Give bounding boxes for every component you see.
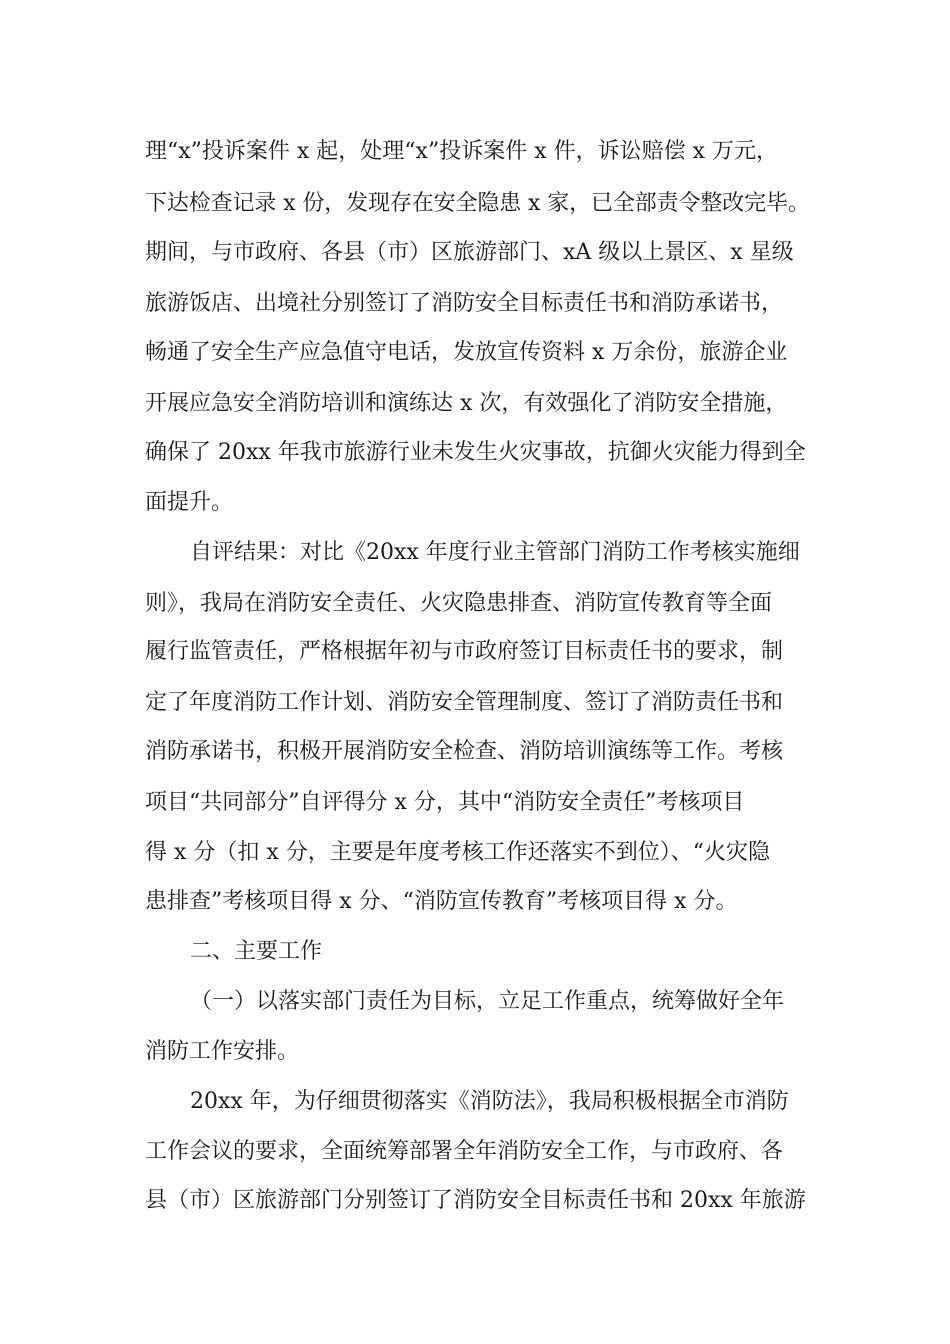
text-line: 确保了 20xx 年我市旅游行业未发生火灾事故，抗御火灾能力得到全 bbox=[145, 440, 806, 465]
text-line: 项目“共同部分”自评得分 x 分，其中“消防安全责任”考核项目 bbox=[145, 790, 745, 815]
text-line: 得 x 分（扣 x 分，主要是年度考核工作还落实不到位）、“火灾隐 bbox=[145, 840, 771, 865]
text-line: 则》，我局在消防安全责任、火灾隐患排查、消防宣传教育等全面 bbox=[145, 591, 773, 616]
text-line: 定了年度消防工作计划、消防安全管理制度、签订了消防责任书和 bbox=[145, 690, 784, 715]
paragraph-start-line: 20xx 年，为仔细贯彻落实《消防法》，我局积极根据全市消防 bbox=[190, 1089, 789, 1114]
text-line: 履行监管责任，严格根据年初与市政府签订目标责任书的要求，制 bbox=[145, 639, 784, 664]
text-line: 下达检查记录 x 份，发现存在安全隐患 x 家，已全部责令整改完毕。 bbox=[145, 191, 810, 216]
text-line: 开展应急安全消防培训和演练达 x 次，有效强化了消防安全措施， bbox=[145, 391, 788, 416]
text-line: 工作会议的要求，全面统筹部署全年消防安全工作，与市政府、各 bbox=[145, 1139, 784, 1164]
text-line: 面提升。 bbox=[145, 490, 234, 515]
text-line: 畅通了安全生产应急值守电话，发放宣传资料 x 万余份，旅游企业 bbox=[145, 340, 788, 365]
text-line: 患排查”考核项目得 x 分、“消防宣传教育”考核项目得 x 分。 bbox=[145, 889, 738, 914]
text-line: 理“x”投诉案件 x 起，处理“x”投诉案件 x 件，诉讼赔偿 x 万元， bbox=[145, 139, 778, 164]
text-line: 消防承诺书，积极开展消防安全检查、消防培训演练等工作。考核 bbox=[145, 739, 784, 764]
text-line: 期间，与市政府、各县（市）区旅游部门、xA 级以上景区、x 星级 bbox=[145, 240, 794, 265]
section-heading: 二、主要工作 bbox=[190, 939, 323, 964]
text-line: 旅游饭店、出境社分别签订了消防安全目标责任书和消防承诺书， bbox=[145, 291, 784, 316]
paragraph-start-line: 自评结果：对比《20xx 年度行业主管部门消防工作考核实施细 bbox=[190, 540, 800, 565]
subsection-heading: （一）以落实部门责任为目标，立足工作重点，统筹做好全年 bbox=[190, 989, 785, 1014]
subsection-heading-continuation: 消防工作安排。 bbox=[145, 1039, 300, 1064]
text-line: 县（市）区旅游部门分别签订了消防安全目标责任书和 20xx 年旅游 bbox=[145, 1188, 806, 1213]
